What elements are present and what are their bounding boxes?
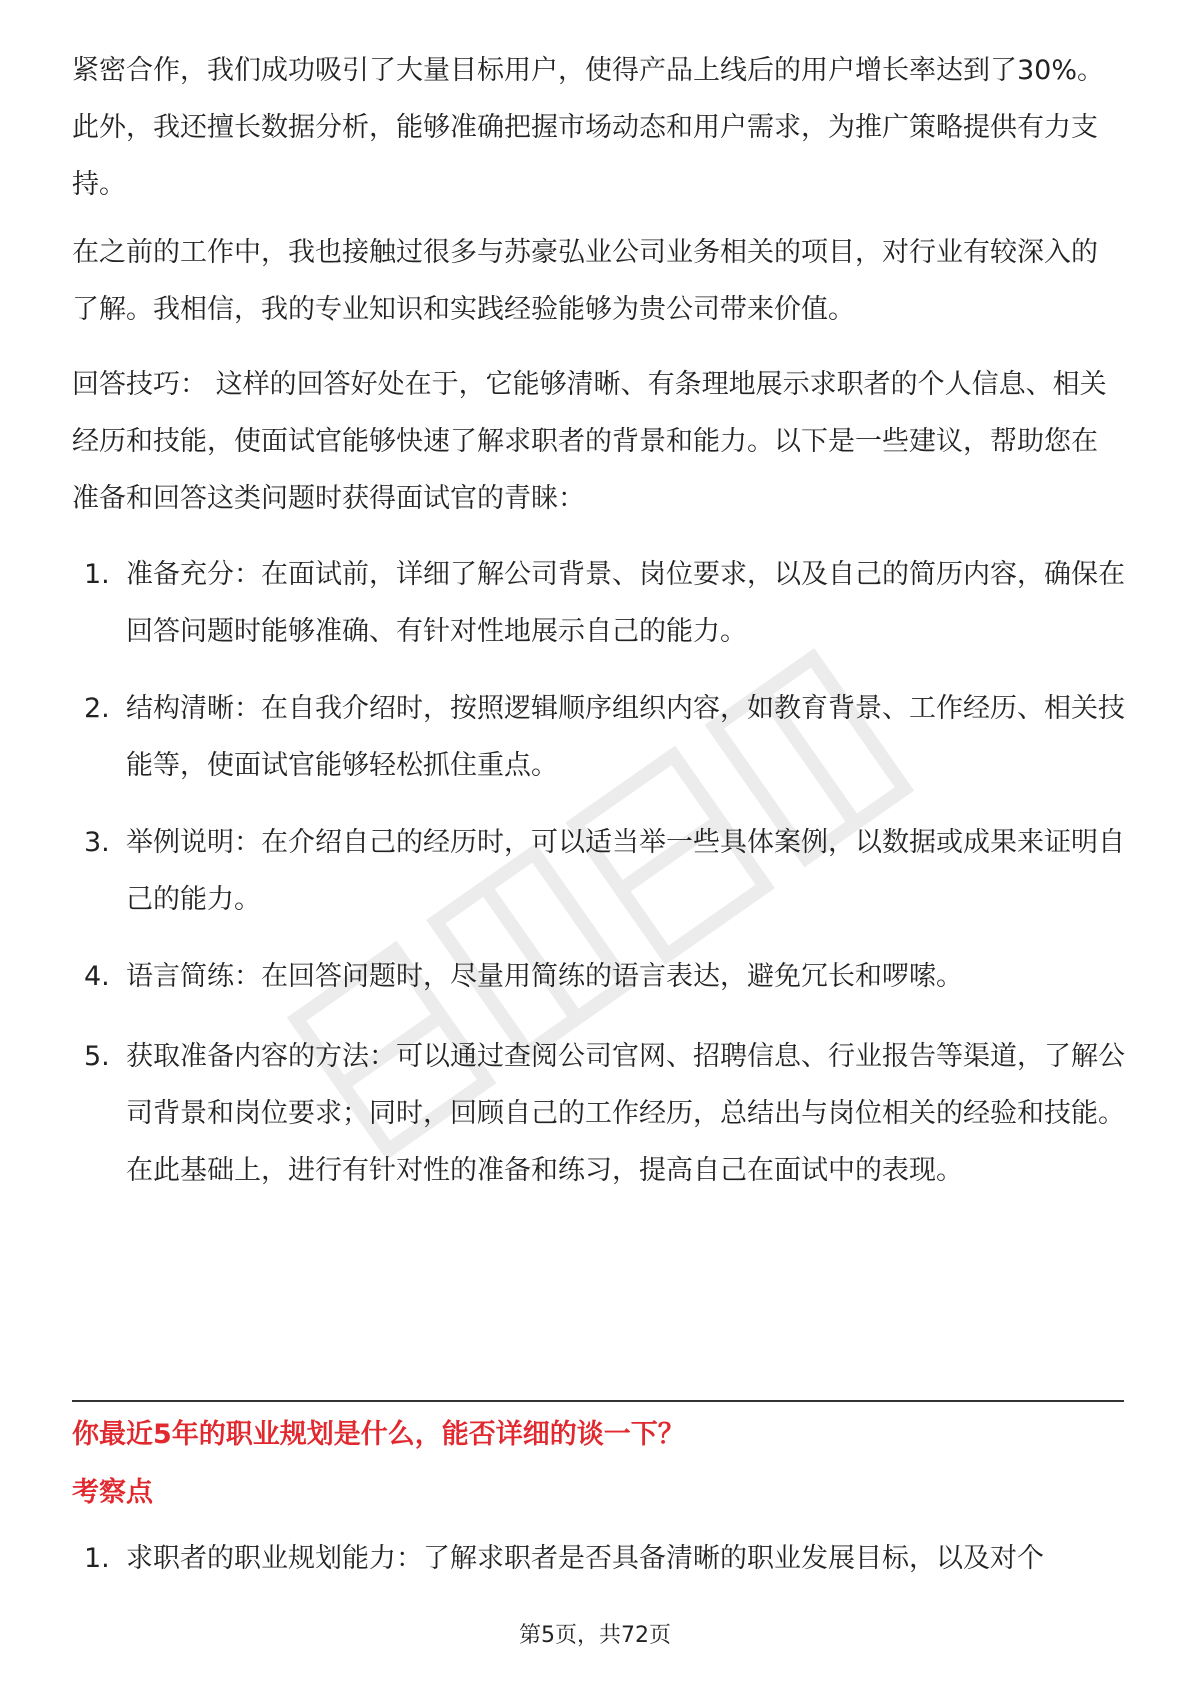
question-title: 你最近5年的职业规划是什么，能否详细的谈一下？ <box>72 1419 685 1450</box>
list-number: 3. <box>84 827 110 858</box>
paragraph-intro-continued: 紧密合作，我们成功吸引了大量目标用户，使得产品上线后的用户增长率达到了30%。此外，我还擅长数据分析，能够准确把握市场动态和用户需求，为推广策略提供有力支持。 <box>72 55 1105 200</box>
paragraph-answer-tips: 回答技巧： 这样的回答好处在于，它能够清晰、有条理地展示求职者的个人信息、相关经历和技能，使面试官能够快速了解求职者的背景和能力。以下是一些建议，帮助您在准备和回答这类问题时获得面试官的青睐： <box>72 369 1107 514</box>
list-number: 1. <box>84 559 110 590</box>
list-text: 举例说明：在介绍自己的经历时，可以适当举一些具体案例，以数据或成果来证明自己的能力。 <box>126 827 1125 915</box>
list-number: 4. <box>84 961 110 992</box>
list-text: 求职者的职业规划能力：了解求职者是否具备清晰的职业发展目标，以及对个 <box>126 1543 1044 1574</box>
question-subtitle: 考察点 <box>72 1477 153 1508</box>
list-text: 获取准备内容的方法：可以通过查阅公司官网、招聘信息、行业报告等渠道，了解公司背景和岗位要求；同时，回顾自己的工作经历，总结出与岗位相关的经验和技能。在此基础上，进行有针对性的准备和练习，提高自己在面试中的表现。 <box>126 1041 1125 1186</box>
paragraph-experience: 在之前的工作中，我也接触过很多与苏豪弘业公司业务相关的项目，对行业有较深入的了解。我相信，我的专业知识和实践经验能够为贵公司带来价值。 <box>72 237 1098 325</box>
list-text: 语言简练：在回答问题时，尽量用简练的语言表达，避免冗长和啰嗦。 <box>126 961 963 992</box>
list-number: 1. <box>84 1543 110 1574</box>
list-number: 5. <box>84 1041 110 1072</box>
list-number: 2. <box>84 693 110 724</box>
list-text: 准备充分：在面试前，详细了解公司背景、岗位要求，以及自己的简历内容，确保在回答问题时能够准确、有针对性地展示自己的能力。 <box>126 559 1125 647</box>
list-text: 结构清晰：在自我介绍时，按照逻辑顺序组织内容，如教育背景、工作经历、相关技能等，使面试官能够轻松抓住重点。 <box>126 693 1125 781</box>
section-divider <box>72 1400 1124 1402</box>
page-footer: 第5页，共72页 <box>519 1623 671 1648</box>
